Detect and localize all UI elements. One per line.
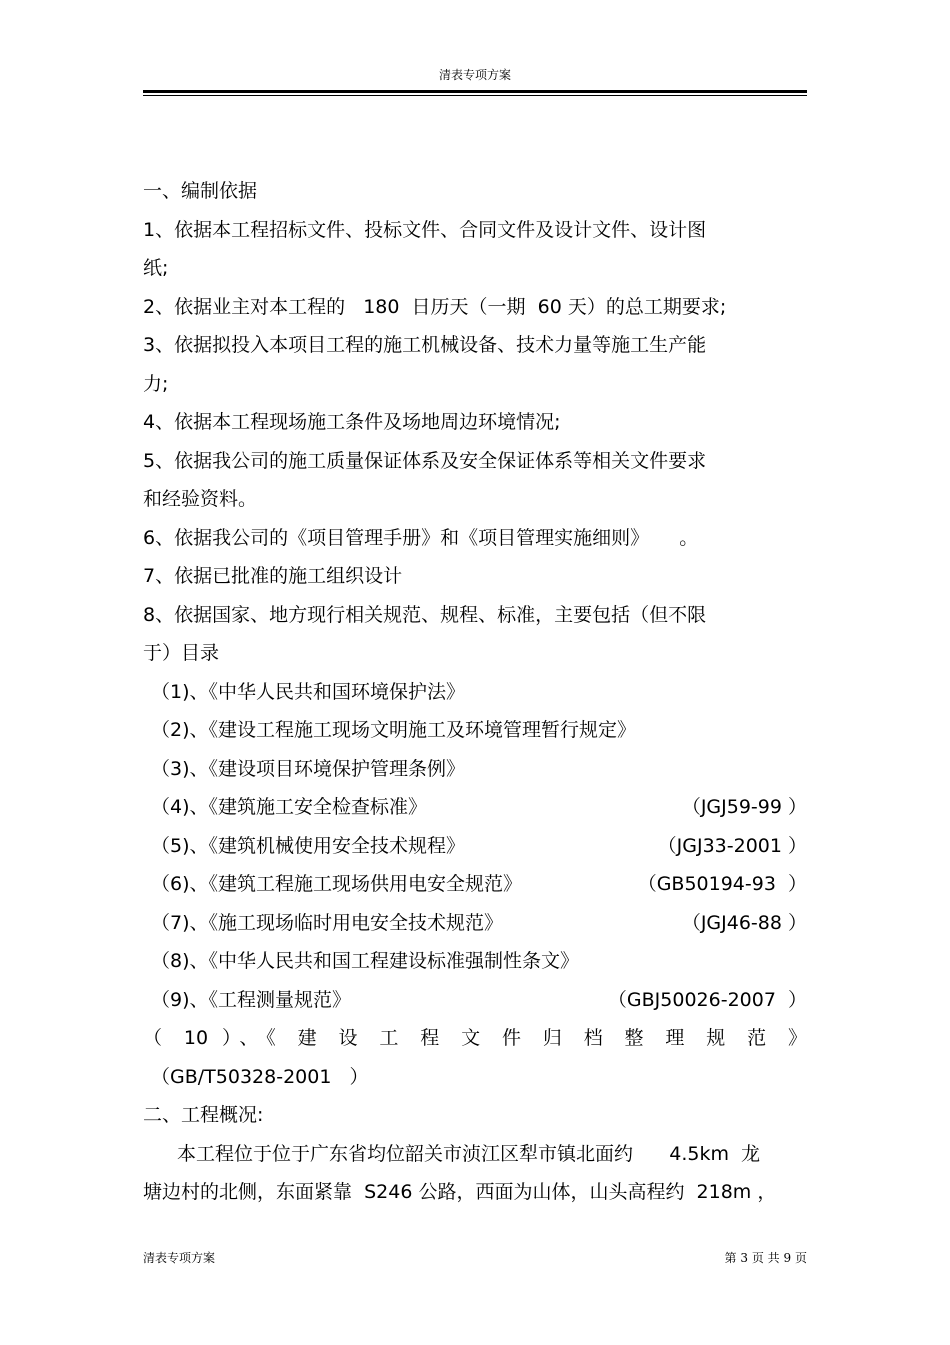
regulation-10-line2: （GB/T50328-2001 ） <box>151 1065 369 1088</box>
page-footer <box>143 1249 807 1266</box>
regulation-10-line1: （ 10 ）、《 建 设 工 程 文 件 归 档 整 理 规 范 》 <box>143 1027 807 1049</box>
header-rule-thin <box>143 95 807 96</box>
regulation-row <box>143 673 807 712</box>
footer-title: 清表专项方案 <box>143 1251 216 1265</box>
regulation-code: （JGJ59-99 ） <box>681 796 807 818</box>
regulation-code: （GB50194-93 ） <box>637 873 807 895</box>
regulation-row <box>143 981 807 1020</box>
regulation-row <box>143 750 807 789</box>
section-heading: 一、编制依据 <box>143 180 258 202</box>
regulation-code: （JGJ46-88 ） <box>681 911 807 934</box>
overview-paragraph-line: 塘边村的北侧，东面紧靠 S246 公路，西面为山体，山头高程约 218m ， <box>143 1181 777 1203</box>
regulation-name: （1)、《中华人民共和国环境保护法》 <box>151 680 466 703</box>
regulation-row <box>143 711 807 750</box>
section-heading: 二、工程概况: <box>143 1104 264 1126</box>
regulation-row <box>143 904 807 943</box>
basis-item: 4、依据本工程现场施工条件及场地周边环境情况; <box>143 411 561 433</box>
basis-item: 6、依据我公司的《项目管理手册》和《项目管理实施细则》 。 <box>143 526 699 549</box>
basis-item: 纸; <box>143 257 169 279</box>
basis-item: 8、依据国家、地方现行相关规范、规程、标准，主要包括（但不限 <box>143 603 707 626</box>
regulation-row <box>143 865 807 904</box>
regulation-name: （6)、《建筑工程施工现场供用电安全规范》 <box>151 873 523 895</box>
regulation-code: （JGJ33-2001 ） <box>657 834 807 857</box>
basis-item: 3、依据拟投入本项目工程的施工机械设备、技术力量等施工生产能 <box>143 334 707 356</box>
document-body <box>143 172 807 1212</box>
header-rule-thick <box>143 90 807 93</box>
regulation-row <box>143 942 807 981</box>
regulation-name: （9)、《工程测量规范》 <box>151 988 352 1011</box>
regulation-row <box>143 827 807 866</box>
regulation-row <box>143 788 807 827</box>
basis-item: 1、依据本工程招标文件、投标文件、合同文件及设计文件、设计图 <box>143 218 707 241</box>
overview-paragraph-line: 本工程位于位于广东省均位韶关市浈江区犁市镇北面约 4.5km 龙 <box>177 1142 761 1165</box>
regulation-name: （3)、《建设项目环境保护管理条例》 <box>151 757 466 780</box>
regulation-name: （4)、《建筑施工安全检查标准》 <box>151 796 428 818</box>
regulation-name: （5)、《建筑机械使用安全技术规程》 <box>151 834 466 857</box>
regulation-name: （2)、《建设工程施工现场文明施工及环境管理暂行规定》 <box>151 719 637 741</box>
regulation-name: （8)、《中华人民共和国工程建设标准强制性条文》 <box>151 950 580 972</box>
basis-item: 7、依据已批准的施工组织设计 <box>143 565 403 587</box>
page-number: 第 3 页 共 9 页 <box>724 1251 807 1265</box>
regulation-name: （7)、《施工现场临时用电安全技术规范》 <box>151 911 504 934</box>
basis-item: 5、依据我公司的施工质量保证体系及安全保证体系等相关文件要求 <box>143 449 707 472</box>
basis-item: 于）目录 <box>143 642 220 664</box>
regulation-code: （GBJ50026-2007 ） <box>607 988 807 1011</box>
header-title: 清表专项方案 <box>438 68 511 82</box>
basis-item: 力; <box>143 372 169 395</box>
basis-item: 和经验资料。 <box>143 488 258 510</box>
basis-item: 2、依据业主对本工程的 180 日历天（一期 60 天）的总工期要求; <box>143 295 727 318</box>
